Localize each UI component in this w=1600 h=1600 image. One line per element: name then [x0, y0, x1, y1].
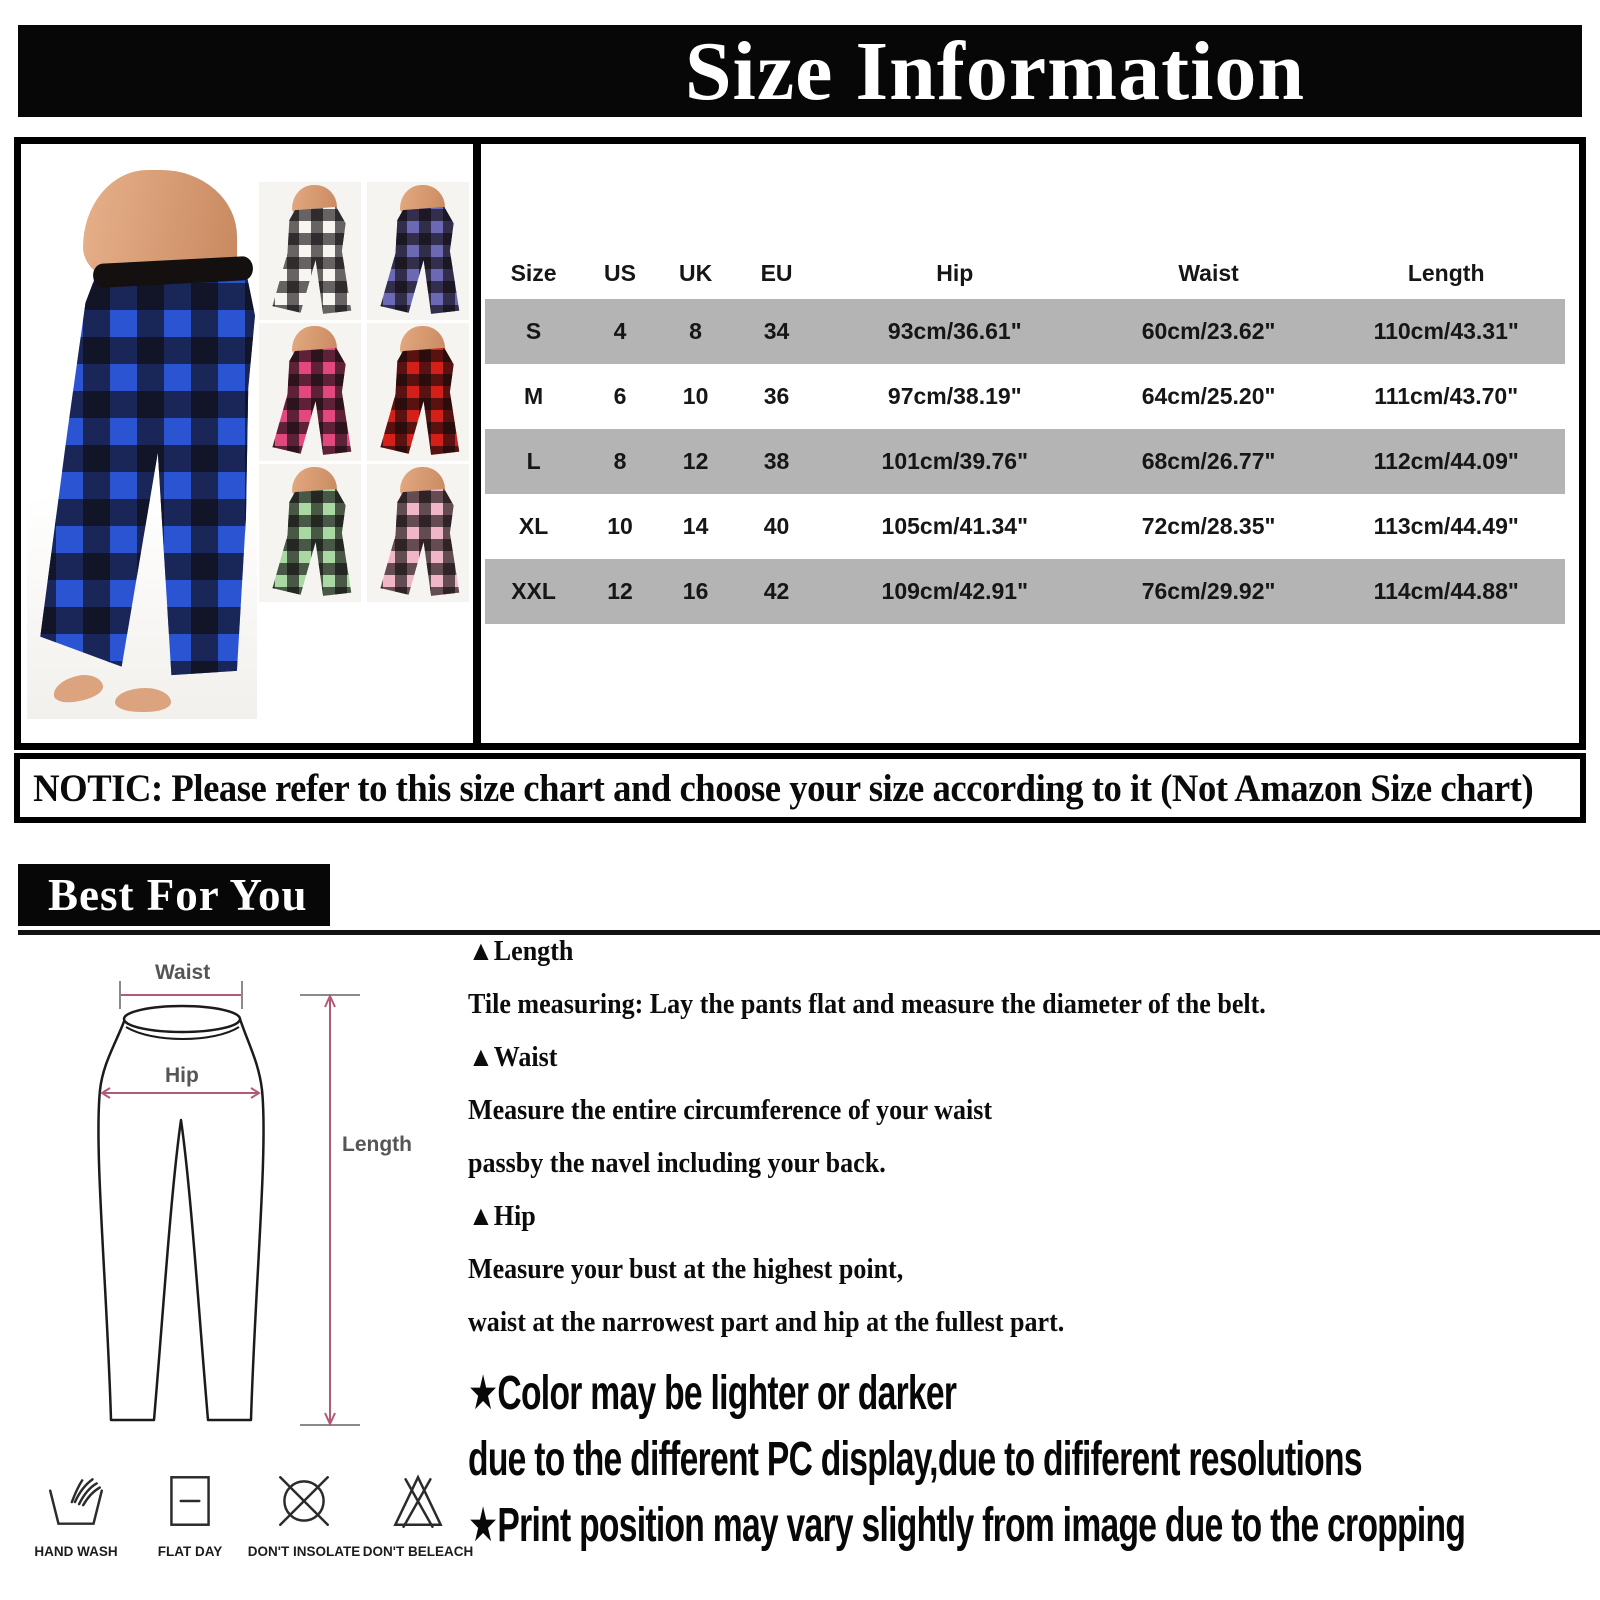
cell: 4: [613, 318, 627, 344]
disclaimer-line: ★Color may be lighter or darker: [468, 1367, 957, 1420]
care-item: [136, 1468, 244, 1559]
cell: 60cm/23.62": [1141, 318, 1276, 344]
cell: 101cm/39.76": [881, 448, 1028, 474]
section-title: Best For You: [48, 870, 308, 920]
guide-line: Measure your bust at the highest point,: [468, 1254, 904, 1285]
guide-heading-waist: ▲Waist: [468, 1042, 558, 1073]
notice-bar: [14, 753, 1586, 823]
disclaimer-notes: [468, 1367, 1600, 1568]
table-row-l: [485, 429, 1565, 494]
cell: 14: [682, 513, 709, 539]
cell: 68cm/26.77": [1141, 448, 1276, 474]
cell: 12: [607, 578, 633, 604]
col-header-eu: EU: [760, 259, 793, 286]
product-photo-main: [27, 154, 257, 719]
cell: 97cm/38.19": [887, 383, 1022, 409]
cell: 6: [613, 383, 627, 409]
col-header-us: US: [604, 259, 636, 286]
panel-divider: [473, 144, 481, 743]
care-label: FLAT DAY: [157, 1544, 223, 1559]
color-variant-thumbnails: [259, 182, 469, 602]
cell: 105cm/41.34": [881, 513, 1028, 539]
guide-heading-length: ▲Length: [468, 936, 574, 967]
cell: 40: [763, 513, 790, 539]
cell: 93cm/36.61": [887, 318, 1022, 344]
col-header-uk: UK: [678, 259, 713, 286]
size-chart-panel: [14, 137, 1586, 750]
guide-heading-hip: ▲Hip: [468, 1201, 536, 1232]
table-row-s: [485, 299, 1565, 364]
dont-insolate-icon: [271, 1468, 337, 1534]
product-photos: [21, 144, 473, 743]
plaid-pants-variant: [263, 207, 357, 317]
product-photo-thumbnail: [259, 464, 361, 602]
flat-day-icon: [157, 1468, 223, 1534]
cell: 38: [763, 448, 790, 474]
cell: M: [524, 383, 544, 409]
model-foot: [115, 688, 171, 712]
page-title: Size Information: [684, 25, 1306, 118]
size-table-area: [481, 144, 1579, 743]
cell: XXL: [511, 578, 556, 604]
cell: 16: [682, 578, 709, 604]
care-item: [364, 1468, 472, 1559]
care-item: [22, 1468, 130, 1559]
cell: 10: [607, 513, 633, 539]
cell: 111cm/43.70": [1374, 383, 1519, 409]
cell: L: [526, 448, 541, 474]
col-header-size: Size: [510, 259, 557, 286]
plaid-pants-variant: [263, 348, 357, 458]
measuring-guide: [468, 938, 1598, 1362]
cell: S: [525, 318, 542, 344]
waist-label: Waist: [155, 961, 211, 984]
table-row-m: [485, 364, 1565, 429]
disclaimer-line: due to the different PC display,due to dififerent resolutions: [468, 1433, 1362, 1486]
cell: 113cm/44.49": [1373, 513, 1519, 539]
guide-line: passby the navel including your back.: [468, 1148, 886, 1179]
product-photo-thumbnail: [367, 323, 469, 461]
measurement-diagram: [0, 935, 460, 1460]
dont-beleach-icon: [385, 1468, 451, 1534]
cell: 8: [689, 318, 702, 344]
cell: 112cm/44.09": [1373, 448, 1519, 474]
plaid-pants-variant: [371, 207, 465, 317]
table-row-xxl: [485, 559, 1565, 624]
waistband-ellipse: [124, 1006, 240, 1032]
plaid-pants-variant: [371, 348, 465, 458]
cell: 72cm/28.35": [1141, 513, 1276, 539]
care-item: [247, 1468, 361, 1559]
cell: 8: [613, 448, 627, 474]
cell: 109cm/42.91": [881, 578, 1028, 604]
cell: 76cm/29.92": [1141, 578, 1276, 604]
care-label: DON'T INSOLATE: [247, 1544, 361, 1559]
plaid-pants-variant: [263, 489, 357, 599]
cell: 10: [682, 383, 709, 409]
cell: 34: [763, 318, 790, 344]
product-photo-thumbnail: [367, 182, 469, 320]
cell: 110cm/43.31": [1373, 318, 1519, 344]
notice-text: NOTIC: Please refer to this size chart and choose your size according to it (Not Amazon Size chart): [33, 766, 1534, 810]
cell: 114cm/44.88": [1373, 578, 1519, 604]
col-header-length: Length: [1407, 259, 1485, 286]
best-for-you-banner: [18, 864, 330, 926]
product-photo-thumbnail: [367, 464, 469, 602]
guide-line: Tile measuring: Lay the pants flat and measure the diameter of the belt.: [468, 989, 1266, 1020]
product-photo-thumbnail: [259, 323, 361, 461]
length-label: Length: [342, 1133, 412, 1156]
care-instructions: [22, 1468, 472, 1559]
model-foot: [51, 671, 105, 706]
size-table: [485, 247, 1565, 624]
col-header-hip: Hip: [936, 259, 974, 286]
cell: 42: [763, 578, 790, 604]
cell: 12: [682, 448, 709, 474]
guide-line: Measure the entire circumference of your waist: [468, 1095, 993, 1126]
care-label: HAND WASH: [34, 1544, 118, 1559]
hand-wash-icon: [43, 1468, 109, 1534]
guide-line: waist at the narrowest part and hip at the fullest part.: [468, 1307, 1065, 1338]
product-photo-thumbnail: [259, 182, 361, 320]
size-information-banner: [18, 25, 1582, 117]
size-table-header-row: [485, 247, 1565, 299]
hip-label: Hip: [165, 1064, 199, 1087]
cell: 64cm/25.20": [1141, 383, 1276, 409]
cell: XL: [518, 513, 549, 539]
col-header-waist: Waist: [1178, 259, 1239, 286]
blue-plaid-pants: [29, 260, 255, 688]
table-row-xl: [485, 494, 1565, 559]
disclaimer-line: ★Print position may vary slightly from image due to the cropping: [468, 1499, 1466, 1552]
care-label: DON'T BELEACH: [362, 1544, 474, 1559]
cell: 36: [763, 383, 790, 409]
plaid-pants-variant: [371, 489, 465, 599]
